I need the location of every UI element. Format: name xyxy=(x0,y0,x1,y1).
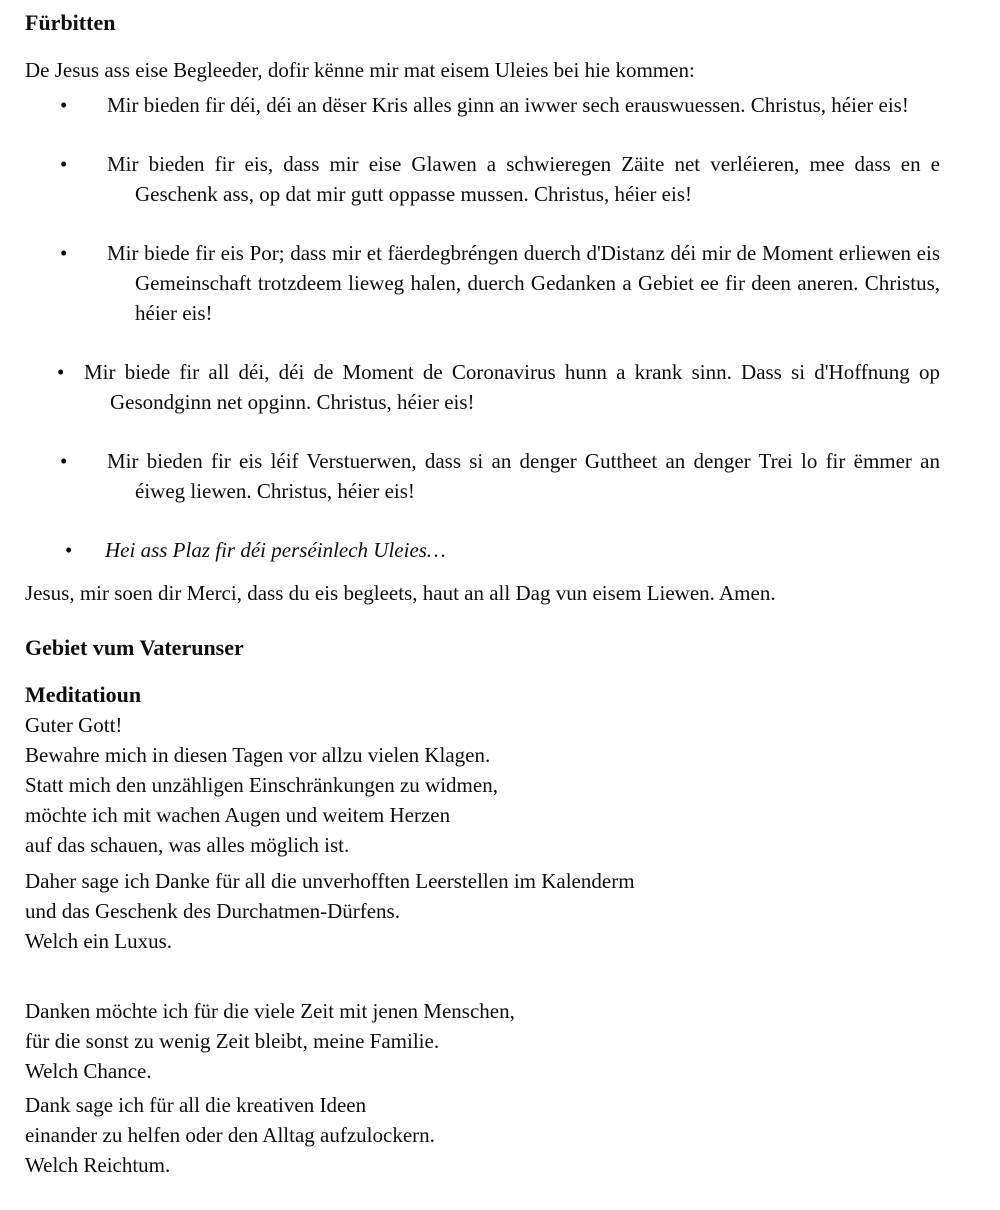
section-title-fuerbitten: Fürbitten xyxy=(25,10,116,35)
bullet-marker: • xyxy=(60,241,68,265)
list-item-text: Hei ass Plaz fir déi perséinlech Uleies… xyxy=(105,538,446,562)
meditation-line: Dank sage ich für all die kreativen Ideen xyxy=(25,1093,367,1117)
list-item-intercession-2 xyxy=(60,149,940,209)
list-item-intercession-5 xyxy=(60,446,940,506)
list-item-text: Mir bieden fir eis, dass mir eise Glawen a schwieregen Zäite net verléieren, mee dass en e Geschenk ass, op dat mir gutt oppasse mussen. Christus, héier eis! xyxy=(107,152,940,206)
list-item-text: Mir biede fir all déi, déi de Moment de Coronavirus hunn a krank sinn. Dass si d'Hoffnung op Gesondginn net opginn. Christus, héier eis! xyxy=(84,360,940,414)
list-item-text: Mir biede fir eis Por; dass mir et fäerdegbréngen duerch d'Distanz déi mir de Moment erliewen eis Gemeinschaft trotzdeem lieweg halen, duerch Gedanken a Gebiet ee fir deen aneren. Christus, héier eis! xyxy=(107,241,940,325)
intercessions-list xyxy=(25,90,940,565)
meditation-stanza-4 xyxy=(25,1090,940,1180)
meditation-line: Welch Chance. xyxy=(25,1059,152,1083)
meditation-line: Welch Reichtum. xyxy=(25,1153,171,1177)
bullet-marker: • xyxy=(65,538,73,562)
bullet-marker: • xyxy=(60,152,68,176)
meditation-stanza-3 xyxy=(25,996,940,1086)
meditation-line: Guter Gott! xyxy=(25,713,123,737)
list-item-intercession-4 xyxy=(57,357,940,417)
bullet-marker: • xyxy=(60,93,68,117)
section-title-gebiet-vum-vaterunser: Gebiet vum Vaterunser xyxy=(25,635,244,660)
list-item-text: Mir bieden fir déi, déi an dëser Kris alles ginn an iwwer sech erauswuessen. Christus, héier eis! xyxy=(107,93,909,117)
section-title-meditatioun: Meditatioun xyxy=(25,682,142,707)
meditation-line: Welch ein Luxus. xyxy=(25,929,173,953)
bullet-marker: • xyxy=(57,360,65,384)
meditation-line: Bewahre mich in diesen Tagen vor allzu vielen Klagen. xyxy=(25,743,491,767)
meditation-stanza-1 xyxy=(25,710,940,860)
meditation-line: Statt mich den unzähligen Einschränkungen zu widmen, xyxy=(25,773,498,797)
meditation-stanza-2 xyxy=(25,866,940,956)
list-item-intercession-3 xyxy=(60,238,940,328)
meditation-line: einander zu helfen oder den Alltag aufzulockern. xyxy=(25,1123,435,1147)
list-item-text: Mir bieden fir eis léif Verstuerwen, dass si an denger Guttheet an denger Trei lo fir ëmmer an éiweg liewen. Christus, héier eis! xyxy=(107,449,940,503)
bullet-marker: • xyxy=(60,449,68,473)
intro-paragraph: De Jesus ass eise Begleeder, dofir kënne mir mat eisem Uleies bei hie kommen: xyxy=(25,58,695,82)
list-item-intercession-1 xyxy=(60,90,940,120)
meditation-line: Danken möchte ich für die viele Zeit mit jenen Menschen, xyxy=(25,999,515,1023)
meditation-line: Daher sage ich Danke für all die unverhofften Leerstellen im Kalenderm xyxy=(25,869,635,893)
meditation-line: auf das schauen, was alles möglich ist. xyxy=(25,833,350,857)
meditation-line: und das Geschenk des Durchatmen-Dürfens. xyxy=(25,899,400,923)
list-item-personal-intentions xyxy=(65,535,940,565)
closing-paragraph: Jesus, mir soen dir Merci, dass du eis begleets, haut an all Dag vun eisem Liewen. Amen. xyxy=(25,581,776,605)
meditation-line: möchte ich mit wachen Augen und weitem Herzen xyxy=(25,803,451,827)
meditation-line: für die sonst zu wenig Zeit bleibt, meine Familie. xyxy=(25,1029,440,1053)
